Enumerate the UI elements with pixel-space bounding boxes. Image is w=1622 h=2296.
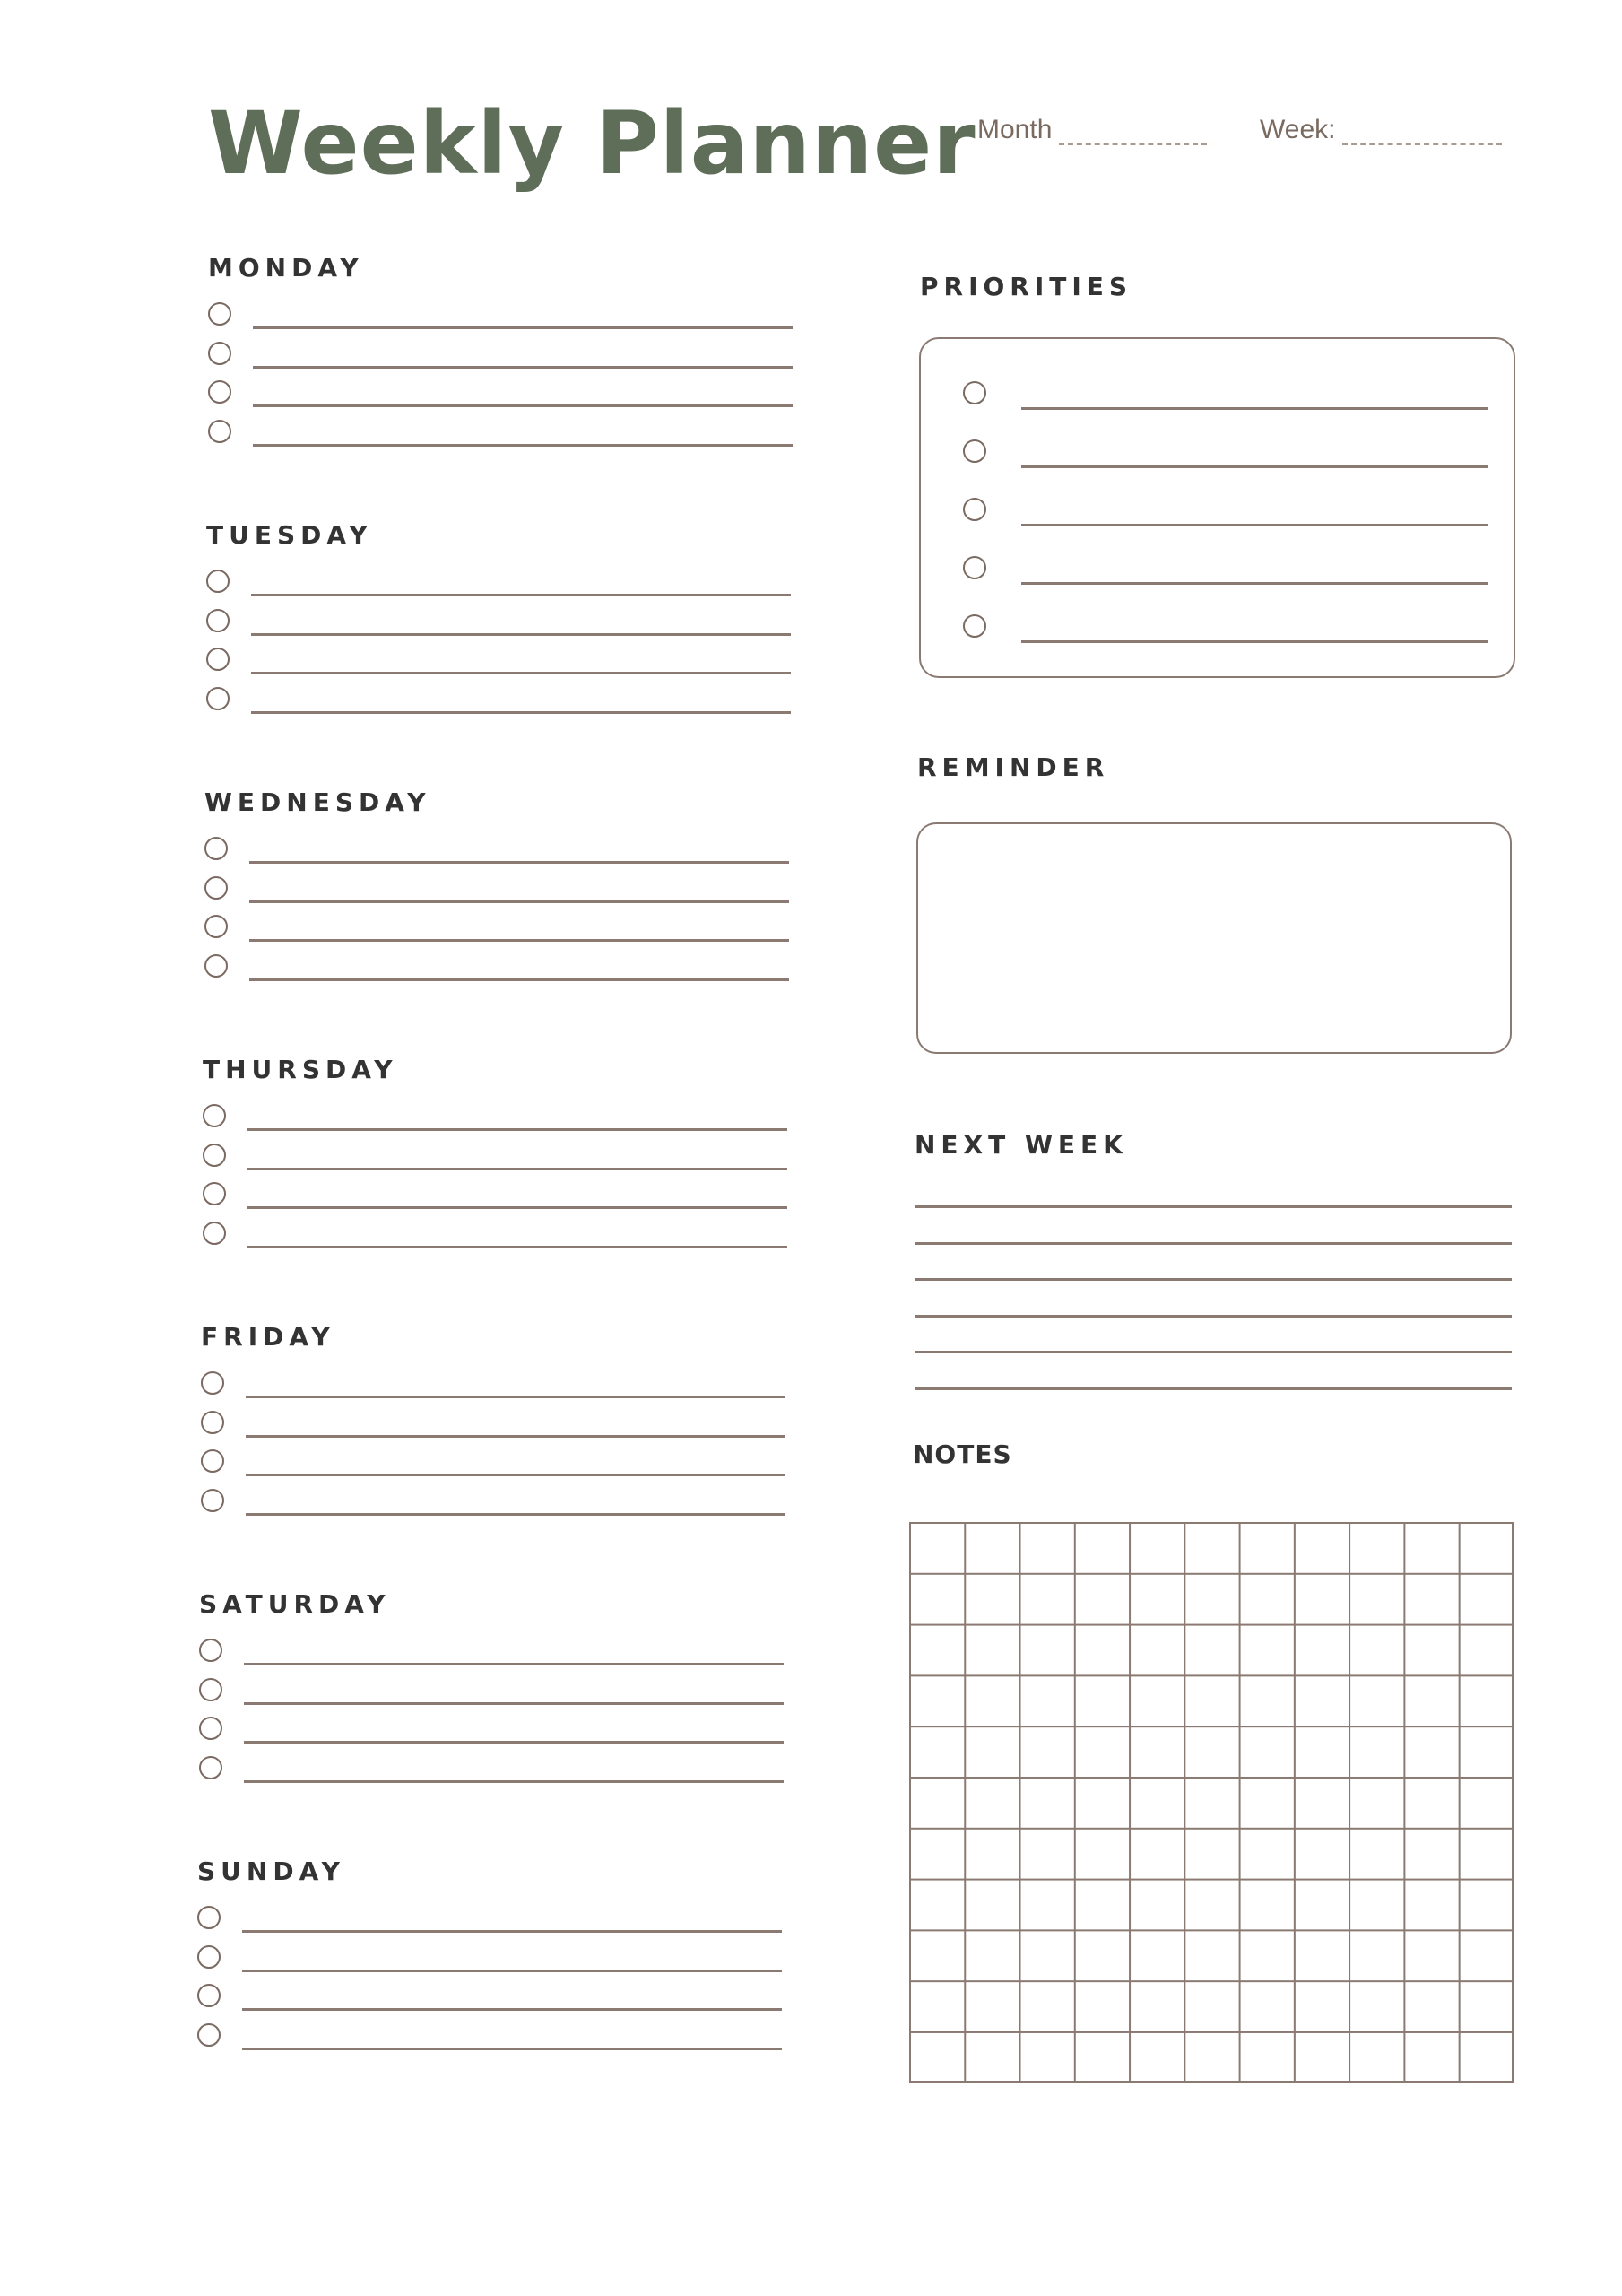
task-line[interactable] (253, 326, 793, 329)
task-checkbox-circle-icon[interactable] (206, 648, 230, 671)
task-checkbox-circle-icon[interactable] (201, 1489, 224, 1512)
task-line[interactable] (242, 1970, 782, 1972)
task-line[interactable] (242, 2048, 782, 2050)
day-heading-wednesday: WEDNESDAY (204, 787, 431, 817)
task-line[interactable] (251, 633, 791, 636)
priorities-box (919, 337, 1515, 678)
task-checkbox-circle-icon[interactable] (204, 954, 228, 978)
task-checkbox-circle-icon[interactable] (206, 570, 230, 593)
task-checkbox-circle-icon[interactable] (197, 1984, 221, 2007)
day-heading-friday: FRIDAY (201, 1322, 335, 1352)
task-line[interactable] (242, 2008, 782, 2011)
task-line[interactable] (251, 672, 791, 674)
next-week-line[interactable] (915, 1315, 1512, 1318)
day-heading-saturday: SATURDAY (199, 1589, 391, 1619)
day-heading-tuesday: TUESDAY (206, 520, 373, 550)
task-line[interactable] (253, 404, 793, 407)
task-line[interactable] (246, 1513, 785, 1516)
month-label: Month (977, 115, 1053, 144)
next-week-line[interactable] (915, 1205, 1512, 1208)
task-checkbox-circle-icon[interactable] (201, 1371, 224, 1395)
week-label: Week: (1260, 115, 1336, 144)
task-line[interactable] (246, 1474, 785, 1476)
task-checkbox-circle-icon[interactable] (201, 1449, 224, 1473)
task-checkbox-circle-icon[interactable] (204, 837, 228, 860)
task-line[interactable] (247, 1128, 787, 1131)
task-checkbox-circle-icon[interactable] (203, 1144, 226, 1167)
task-checkbox-circle-icon[interactable] (201, 1411, 224, 1434)
task-line[interactable] (247, 1206, 787, 1209)
next-week-line[interactable] (915, 1351, 1512, 1353)
task-checkbox-circle-icon[interactable] (197, 1945, 221, 1969)
task-checkbox-circle-icon[interactable] (204, 876, 228, 900)
task-checkbox-circle-icon[interactable] (208, 342, 231, 365)
priority-checkbox-circle-icon[interactable] (963, 556, 986, 579)
task-checkbox-circle-icon[interactable] (199, 1639, 222, 1662)
next-week-line[interactable] (915, 1242, 1512, 1245)
task-checkbox-circle-icon[interactable] (208, 420, 231, 443)
task-line[interactable] (244, 1780, 784, 1783)
task-checkbox-circle-icon[interactable] (204, 915, 228, 938)
day-heading-sunday: SUNDAY (197, 1857, 345, 1886)
notes-grid[interactable] (909, 1522, 1514, 2083)
task-line[interactable] (251, 594, 791, 596)
priority-line[interactable] (1021, 407, 1488, 410)
task-checkbox-circle-icon[interactable] (199, 1678, 222, 1701)
task-line[interactable] (253, 366, 793, 369)
task-checkbox-circle-icon[interactable] (203, 1104, 226, 1127)
task-checkbox-circle-icon[interactable] (208, 380, 231, 404)
task-line[interactable] (242, 1930, 782, 1933)
task-checkbox-circle-icon[interactable] (199, 1717, 222, 1740)
day-heading-thursday: THURSDAY (203, 1055, 398, 1084)
task-checkbox-circle-icon[interactable] (199, 1756, 222, 1779)
task-checkbox-circle-icon[interactable] (206, 687, 230, 710)
priority-checkbox-circle-icon[interactable] (963, 498, 986, 521)
task-line[interactable] (249, 861, 789, 864)
next-week-heading: NEXT WEEK (915, 1130, 1128, 1160)
task-line[interactable] (244, 1663, 784, 1665)
priority-checkbox-circle-icon[interactable] (963, 439, 986, 463)
page-title: Weekly Planner (208, 93, 976, 194)
task-line[interactable] (246, 1435, 785, 1438)
task-line[interactable] (253, 444, 793, 447)
next-week-line[interactable] (915, 1387, 1512, 1390)
reminder-box[interactable] (916, 822, 1512, 1054)
priority-line[interactable] (1021, 582, 1488, 585)
notes-heading: NOTES (913, 1439, 1012, 1469)
next-week-line[interactable] (915, 1278, 1512, 1281)
task-line[interactable] (244, 1741, 784, 1744)
priority-checkbox-circle-icon[interactable] (963, 381, 986, 404)
priority-line[interactable] (1021, 465, 1488, 468)
task-line[interactable] (249, 900, 789, 903)
reminder-heading: REMINDER (917, 752, 1110, 782)
task-line[interactable] (249, 978, 789, 981)
task-checkbox-circle-icon[interactable] (203, 1222, 226, 1245)
task-checkbox-circle-icon[interactable] (197, 2023, 221, 2047)
day-heading-monday: MONDAY (208, 253, 364, 283)
task-checkbox-circle-icon[interactable] (206, 609, 230, 632)
priority-line[interactable] (1021, 640, 1488, 643)
month-field[interactable] (977, 115, 1207, 145)
task-checkbox-circle-icon[interactable] (203, 1182, 226, 1205)
task-line[interactable] (249, 939, 789, 942)
task-checkbox-circle-icon[interactable] (208, 302, 231, 326)
task-line[interactable] (247, 1168, 787, 1170)
task-line[interactable] (246, 1396, 785, 1398)
task-line[interactable] (244, 1702, 784, 1705)
priority-line[interactable] (1021, 524, 1488, 526)
task-line[interactable] (251, 711, 791, 714)
priority-checkbox-circle-icon[interactable] (963, 614, 986, 638)
task-line[interactable] (247, 1246, 787, 1248)
week-field[interactable] (1260, 115, 1502, 145)
task-checkbox-circle-icon[interactable] (197, 1906, 221, 1929)
priorities-heading: PRIORITIES (920, 272, 1133, 301)
